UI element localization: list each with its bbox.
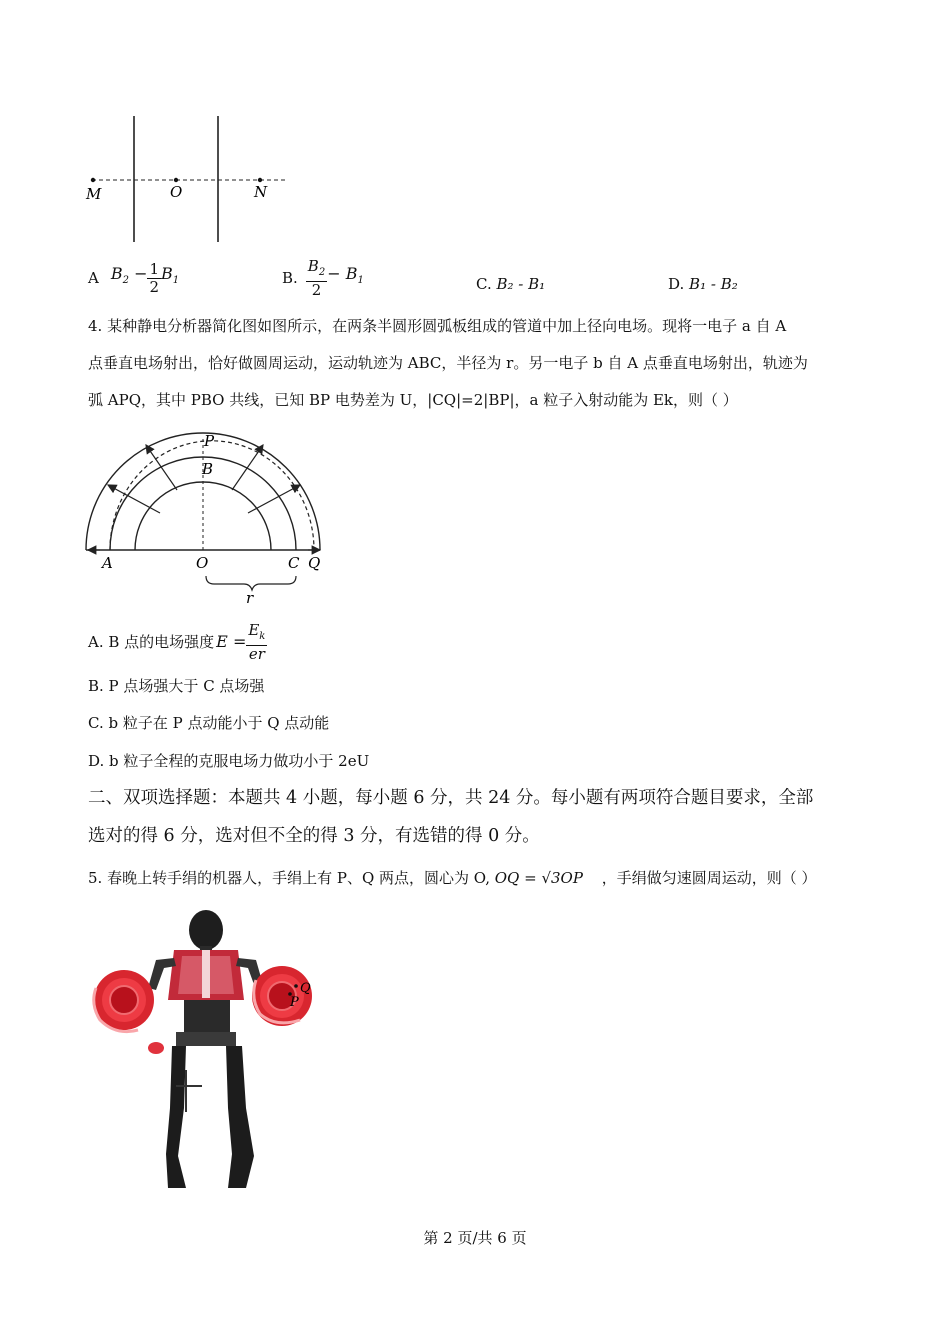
section2-line-1: 二、双项选择题：本题共 4 小题，每小题 6 分，共 24 分。每小题有两项符合题目要求，全部	[88, 788, 814, 808]
q3-option-a: A $B_2$ − $\frac{1}{2}$ $B_1$	[88, 259, 180, 296]
q4-option-c: C. b 粒子在 P 点动能小于 Q 点动能	[88, 714, 330, 732]
robot-head	[189, 910, 223, 950]
q4-line-1: 4. 某种静电分析器简化图如图所示，在两条半圆形圆弧板组成的管道中加上径向电场。现将一电子 a 自 A	[88, 317, 787, 335]
field-arrow	[108, 485, 160, 513]
figure-electrostatic-analyzer	[80, 428, 340, 608]
field-arrow	[232, 445, 263, 490]
label-p: P	[204, 432, 215, 450]
field-arrow	[146, 445, 177, 490]
point-o	[174, 178, 178, 182]
q5-formula: OQ = √3OP	[494, 869, 583, 887]
q3-option-d	[668, 274, 738, 294]
label-o: O	[196, 554, 209, 572]
q3-option-b: B. $\frac{B_2}{2}$ − $B_1$	[282, 256, 364, 299]
q4-option-a-text: A. B 点的电场强度	[88, 633, 215, 651]
q4-option-a: A. B 点的电场强度 E = $\frac{E_k}{er}$	[88, 620, 266, 663]
section2-line-2: 选对的得 6 分，选对但不全的得 3 分，有选错的得 0 分。	[88, 826, 540, 846]
label-c: C	[288, 554, 300, 572]
q4-option-b: B. P 点场强大于 C 点场强	[88, 677, 265, 695]
inner-plate	[135, 482, 271, 550]
label-b: B	[202, 460, 214, 478]
figure-mon	[80, 110, 300, 250]
radius-brace	[206, 576, 296, 590]
q3-option-c-expr: B₂ - B₁	[496, 275, 546, 293]
label-a: A	[102, 554, 113, 572]
q3-option-a-label: A	[88, 269, 99, 287]
robot-leg-right	[226, 1046, 254, 1188]
robot-leg-left	[166, 1046, 186, 1188]
q3-option-b-expr: $\frac{B_2}{2}$	[307, 256, 326, 299]
page-footer: 第 2 页/共 6 页	[423, 1229, 527, 1247]
figure-robot	[86, 908, 326, 1193]
point-m	[91, 178, 95, 182]
q3-option-b-label: B.	[282, 269, 298, 287]
q4-option-a-formula: E =	[216, 632, 247, 651]
handkerchief-left	[94, 970, 154, 1032]
label-q: Q	[300, 981, 311, 996]
handkerchief-right	[252, 966, 312, 1026]
label-m: M	[86, 185, 102, 203]
label-p: P	[290, 995, 299, 1010]
label-r: r	[246, 589, 254, 607]
q4-option-d: D. b 粒子全程的克服电场力做功小于 2eU	[88, 752, 370, 770]
q3-option-d-expr: B₁ - B₂	[689, 275, 738, 293]
q5-line-1-text: 5. 春晚上转手绢的机器人，手绢上有 P、Q 两点，圆心为 O,	[88, 869, 490, 887]
label-q: Q	[308, 554, 321, 572]
q3-option-d-label: D.	[668, 275, 685, 293]
q4-line-2: 点垂直电场射出，恰好做圆周运动，运动轨迹为 ABC，半径为 r。另一电子 b 自 A 点垂直电场射出，轨迹为	[88, 354, 808, 372]
robot-waist	[184, 1000, 230, 1032]
point-n	[258, 178, 262, 182]
q3-option-c-label: C.	[476, 275, 492, 293]
label-n: N	[254, 183, 268, 201]
q3-option-c	[476, 274, 545, 294]
label-o: O	[170, 183, 183, 201]
q3-option-a-expr: $B_2$ −	[110, 264, 148, 287]
q5-line-1-end: ，手绢做匀速圆周运动，则（ ）	[601, 869, 817, 887]
point-q	[294, 984, 298, 988]
q4-line-3: 弧 APQ，其中 PBO 共线，已知 BP 电势差为 U，|CQ|=2|BP|，a 粒子入射动能为 Ek，则（ ）	[88, 391, 738, 409]
q5-line-1	[88, 868, 817, 888]
